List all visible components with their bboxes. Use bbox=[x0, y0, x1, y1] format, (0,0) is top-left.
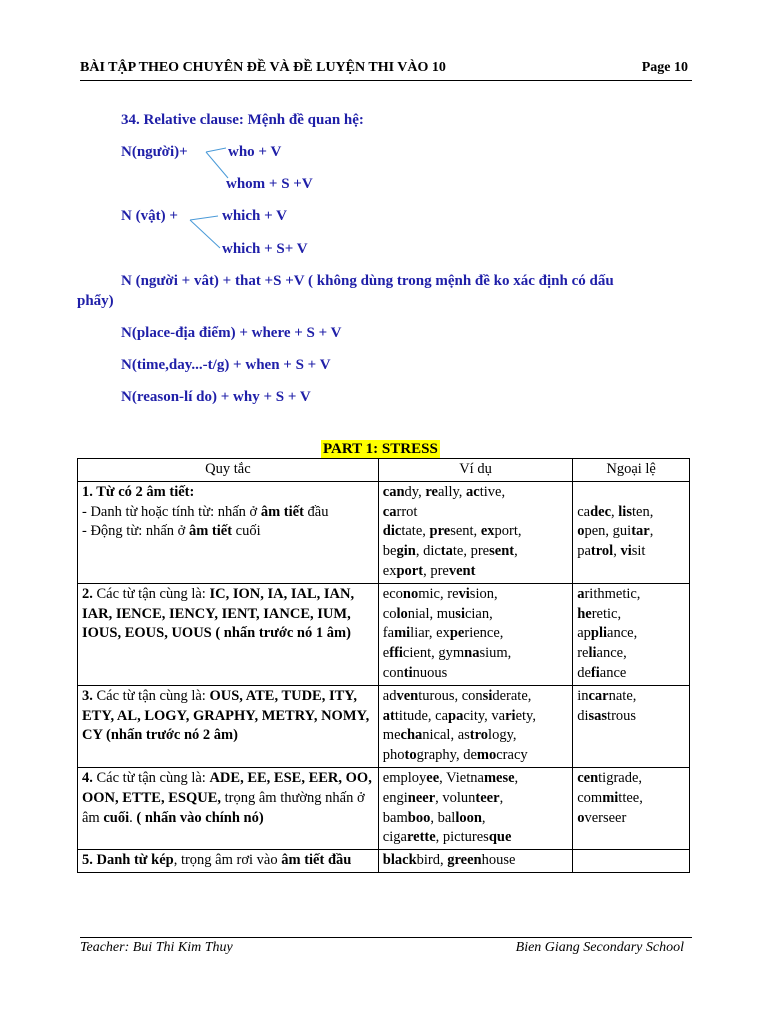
table-row bbox=[78, 850, 690, 873]
page-number: Page 10 bbox=[641, 60, 688, 75]
why-rule: N(reason-lí do) + why + S + V bbox=[121, 389, 311, 405]
example-cell: economic, revision, colonial, musician, familiar, experience, efficient, gymnasium, continuous bbox=[378, 583, 572, 685]
rule-cell: 5. Danh từ kép, trọng âm rơi vào âm tiết đầu bbox=[78, 850, 379, 873]
header-rule: Quy tắc bbox=[78, 459, 379, 482]
who-rule: who + V bbox=[228, 144, 282, 160]
arrow-which-1 bbox=[190, 216, 218, 220]
where-rule: N(place-địa điểm) + where + S + V bbox=[121, 325, 342, 341]
table-row bbox=[78, 583, 690, 685]
school-name: Bien Giang Secondary School bbox=[515, 940, 684, 955]
when-rule: N(time,day...-t/g) + when + S + V bbox=[121, 357, 331, 373]
exception-cell: centigrade, committee, overseer bbox=[573, 767, 690, 849]
example-cell: employee, Vietnamese, engineer, volunteer, bamboo, balloon, cigarette, picturesque bbox=[378, 767, 572, 849]
header-exception: Ngoại lệ bbox=[573, 459, 690, 482]
exception-cell: cadec, listen, open, guitar, patrol, visit bbox=[573, 481, 690, 583]
rule-cell: 3. Các từ tận cùng là: OUS, ATE, TUDE, ITY, ETY, AL, LOGY, GRAPHY, METRY, NOMY, CY (nhấn trước nó 2 âm) bbox=[78, 685, 379, 767]
exception-cell: incarnate, disastrous bbox=[573, 685, 690, 767]
page-footer bbox=[80, 937, 692, 955]
section-heading: 34. Relative clause: Mệnh đề quan hệ: bbox=[121, 112, 364, 128]
rule-cell: 2. Các từ tận cùng là: IC, ION, IA, IAL, IAN, IAR, IENCE, IENCY, IENT, IANCE, IUM, IOUS, EOUS, UOUS ( nhấn trước nó 1 âm) bbox=[78, 583, 379, 685]
example-cell: candy, really, active, carrot dictate, present, export, begin, dictate, present, export, prevent bbox=[378, 481, 572, 583]
which-rule-1: which + V bbox=[222, 208, 287, 224]
that-rule-line-1: N (người + vât) + that +S +V ( không dùng trong mệnh đề ko xác định có dấu bbox=[121, 273, 614, 289]
header-example: Ví dụ bbox=[378, 459, 572, 482]
table-row bbox=[78, 685, 690, 767]
table-header-row bbox=[78, 459, 690, 482]
arrow-who bbox=[206, 148, 226, 152]
teacher-name: Teacher: Bui Thi Kim Thuy bbox=[80, 940, 233, 955]
table-row bbox=[78, 481, 690, 583]
thing-label: N (vật) + bbox=[121, 208, 178, 224]
part-title: PART 1: STRESS bbox=[323, 441, 438, 457]
arrow-whom bbox=[206, 152, 228, 178]
whom-rule: whom + S +V bbox=[226, 176, 313, 192]
example-cell: blackbird, greenhouse bbox=[378, 850, 572, 873]
arrow-which-2 bbox=[190, 220, 220, 248]
that-rule-line-2: phẩy) bbox=[77, 293, 114, 309]
stress-rules-table bbox=[77, 458, 690, 873]
header-title: BÀI TẬP THEO CHUYÊN ĐỀ VÀ ĐỀ LUYỆN THI VÀO 10 bbox=[80, 60, 446, 75]
rule-cell: 1. Từ có 2 âm tiết: - Danh từ hoặc tính từ: nhấn ở âm tiết đầu - Động từ: nhấn ở âm tiết cuối bbox=[78, 481, 379, 583]
which-rule-2: which + S+ V bbox=[222, 241, 308, 257]
table-row bbox=[78, 767, 690, 849]
rule-cell: 4. Các từ tận cùng là: ADE, EE, ESE, EER, OO, OON, ETTE, ESQUE, trọng âm thường nhấn ở âm cuối. ( nhấn vào chính nó) bbox=[78, 767, 379, 849]
example-cell: adventurous, considerate, attitude, capacity, variety, mechanical, astrology, photography, democracy bbox=[378, 685, 572, 767]
branch-arrows bbox=[0, 0, 768, 300]
exception-cell bbox=[573, 850, 690, 873]
exception-cell: arithmetic, heretic, appliance, reliance, defiance bbox=[573, 583, 690, 685]
person-label: N(người)+ bbox=[121, 144, 188, 160]
